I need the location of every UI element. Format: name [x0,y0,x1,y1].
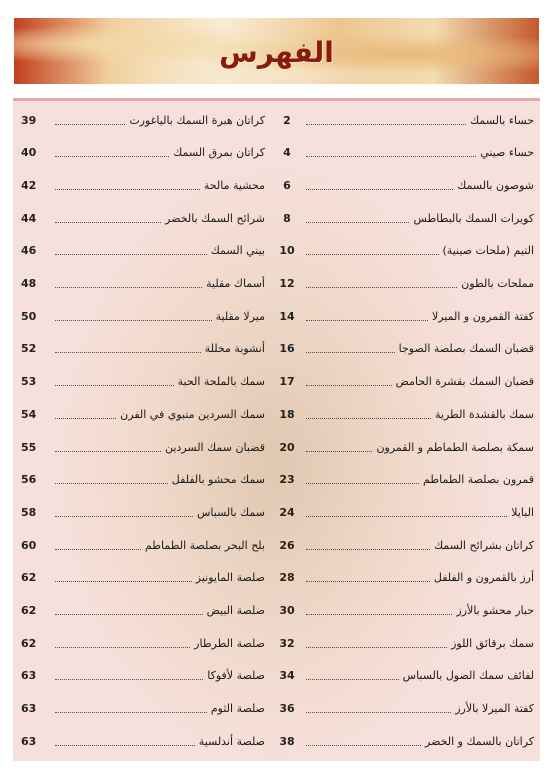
entry-page-number: 62 [21,636,37,650]
entry-title: بلح البحر بصلصة الطماطم [144,538,265,552]
dot-leader [55,246,207,255]
index-entry[interactable] [13,175,271,195]
index-entry[interactable] [13,372,271,392]
entry-page-number: 62 [21,604,37,617]
index-panel [13,98,540,761]
entry-title: صلصة أندلسية [198,734,265,748]
dot-leader [55,508,193,517]
entry-title: التيم (ملحات صينية) [442,244,534,258]
index-entry[interactable] [272,731,540,751]
entry-page-number: 23 [279,473,295,487]
entry-page-number: 63 [21,734,37,748]
dot-leader [306,116,466,125]
index-entry[interactable] [13,731,271,751]
dot-leader [55,279,202,288]
index-entry[interactable] [272,699,540,719]
dot-leader [55,410,116,419]
index-entry[interactable] [272,110,540,130]
entry-title: سمك بالسباس [196,505,265,519]
entry-page-number: 63 [21,702,37,716]
entry-title: كويرات السمك بالبطاطس [413,211,534,225]
dot-leader [306,214,409,223]
index-entry[interactable] [13,110,271,130]
entry-page-number: 38 [279,734,295,748]
dot-leader [55,214,161,223]
dot-leader [306,410,431,419]
entry-page-number: 4 [283,146,291,160]
entry-page-number: 20 [279,440,295,454]
index-entry[interactable] [13,437,271,457]
entry-page-number: 46 [21,244,37,258]
dot-leader [55,344,201,353]
entry-title: سمك بالملحة الحبة [177,375,265,389]
entry-page-number: 2 [283,113,291,127]
entry-title: كراتان بشرائح السمك [434,538,534,552]
index-entry[interactable] [272,568,540,588]
index-entry[interactable] [272,306,540,326]
dot-leader [306,344,395,353]
entry-page-number: 8 [283,211,291,225]
entry-page-number: 48 [21,277,37,290]
entry-page-number: 60 [21,538,37,552]
header-banner [14,18,539,84]
dot-leader [306,475,419,484]
entry-page-number: 6 [283,178,291,192]
dot-leader [306,606,452,615]
index-entry[interactable] [13,535,271,555]
index-entry[interactable] [272,404,540,424]
entry-page-number: 10 [279,244,295,258]
entry-title: قضبان سمك السردين [164,440,265,454]
entry-title: كفتة القمرون و الميرلا [431,309,534,323]
index-entry[interactable] [272,208,540,228]
entry-title: مملحات بالطون [461,277,534,290]
index-entry[interactable] [13,666,271,686]
entry-page-number: 44 [21,211,37,225]
entry-title: كراتان بالسمك و الخضر [425,734,534,748]
index-entry[interactable] [272,437,540,457]
dot-leader [55,475,168,484]
dot-leader [55,541,141,550]
index-entry[interactable] [272,470,540,490]
dot-leader [306,246,439,255]
entry-page-number: 24 [279,505,295,519]
entry-page-number: 32 [279,636,295,650]
entry-page-number: 50 [21,309,37,323]
dot-leader [55,116,125,125]
entry-page-number: 56 [21,473,37,487]
index-entry[interactable] [272,274,540,294]
index-entry[interactable] [13,470,271,490]
entry-page-number: 63 [21,669,37,683]
entry-title: سمك محشو بالفلفل [171,473,265,487]
entry-title: محشية مالحة [203,178,265,192]
entry-title: كفتة الميرلا بالأرز [455,702,534,716]
dot-leader [306,639,447,648]
index-entry[interactable] [13,699,271,719]
entry-title: قمرون بصلصة الطماطم [423,473,534,487]
entry-page-number: 26 [279,538,295,552]
dot-leader [55,737,195,746]
dot-leader [306,148,476,157]
entry-title: سمك بالقشدة الطرية [435,407,534,421]
dot-leader [55,148,169,157]
entry-title: صلصة الثوم [210,702,265,716]
entry-title: بيني السمك [210,244,265,258]
entry-title: صلصة البيض [206,604,265,617]
dot-leader [306,443,372,452]
entry-page-number: 53 [21,375,37,389]
entry-title: سمكة بصلصة الطماطم و القمرون [376,440,534,454]
index-entry[interactable] [272,666,540,686]
dot-leader [55,312,212,321]
entry-title: شوصون بالسمك [457,178,534,192]
page-title: الفهرس [219,36,334,69]
index-entry[interactable] [13,339,271,359]
entry-page-number: 55 [21,440,37,454]
entry-title: البايلا [511,505,534,519]
entry-title: شرائح السمك بالخضر [165,211,265,225]
entry-page-number: 16 [279,342,295,356]
entry-page-number: 42 [21,178,37,192]
entry-title: حساء صيني [480,146,534,160]
entry-page-number: 18 [279,407,295,421]
dot-leader [306,541,430,550]
dot-leader [306,737,421,746]
entry-page-number: 40 [21,146,37,160]
entry-page-number: 62 [21,571,37,585]
dot-leader [55,704,207,713]
index-entry[interactable] [272,175,540,195]
entry-title: صلصة الطرطار [194,636,265,650]
index-entry[interactable] [13,568,271,588]
dot-leader [306,377,392,386]
entry-page-number: 52 [21,342,37,356]
index-entry[interactable] [13,208,271,228]
index-entry[interactable] [272,633,540,653]
entry-title: أسماك مقلية [206,277,265,290]
entry-title: قضبان السمك بصلصة الصوجا [398,342,534,356]
entry-title: كراتان هبرة السمك بالياغورت [129,113,265,127]
entry-page-number: 58 [21,505,37,519]
index-entry[interactable] [13,143,271,163]
entry-title: صلصة المايونيز [195,571,265,585]
entry-title: أرز بالقمرون و الفلفل [433,571,534,585]
index-entry[interactable] [13,601,271,621]
entry-page-number: 39 [21,113,37,127]
entry-page-number: 17 [279,375,295,389]
dot-leader [306,573,430,582]
entry-page-number: 28 [279,571,295,585]
dot-leader [306,671,399,680]
entry-title: حساء بالسمك [470,113,534,127]
dot-leader [55,443,161,452]
dot-leader [55,573,192,582]
entry-title: أنشوبة مخللة [204,342,265,356]
dot-leader [55,671,203,680]
index-entry[interactable] [272,372,540,392]
entry-title: صلصة لأفوكا [207,669,265,683]
dot-leader [306,181,453,190]
index-entry[interactable] [13,306,271,326]
index-entry[interactable] [13,404,271,424]
dot-leader [55,639,190,648]
entry-title: حبار محشو بالأرز [456,604,534,617]
dot-leader [55,377,174,386]
index-entry[interactable] [272,143,540,163]
entry-page-number: 34 [279,669,295,683]
entry-title: سمك برقائق اللوز [451,636,534,650]
dot-leader [306,508,507,517]
index-entry[interactable] [272,502,540,522]
index-entry[interactable] [272,241,540,261]
entry-page-number: 14 [279,309,295,323]
entry-title: سمك السردين متبوي في الفرن [120,407,265,421]
entry-title: كراتان بمرق السمك [173,146,265,160]
entry-page-number: 36 [279,702,295,716]
dot-leader [306,704,451,713]
entry-title: قضبان السمك بقشرة الحامض [395,375,534,389]
entry-page-number: 30 [279,604,295,617]
index-entry[interactable] [13,241,271,261]
dot-leader [306,312,428,321]
index-entry[interactable] [272,601,540,621]
entry-title: ميرلا مقلية [215,309,265,323]
dot-leader [55,181,200,190]
index-entry[interactable] [272,339,540,359]
index-entry[interactable] [272,535,540,555]
index-entry[interactable] [13,274,271,294]
entry-title: لفائف سمك الصول بالسباس [402,669,534,683]
index-entry[interactable] [13,502,271,522]
index-entry[interactable] [13,633,271,653]
entry-page-number: 54 [21,407,37,421]
dot-leader [55,606,203,615]
entry-page-number: 12 [279,277,295,290]
dot-leader [306,279,457,288]
